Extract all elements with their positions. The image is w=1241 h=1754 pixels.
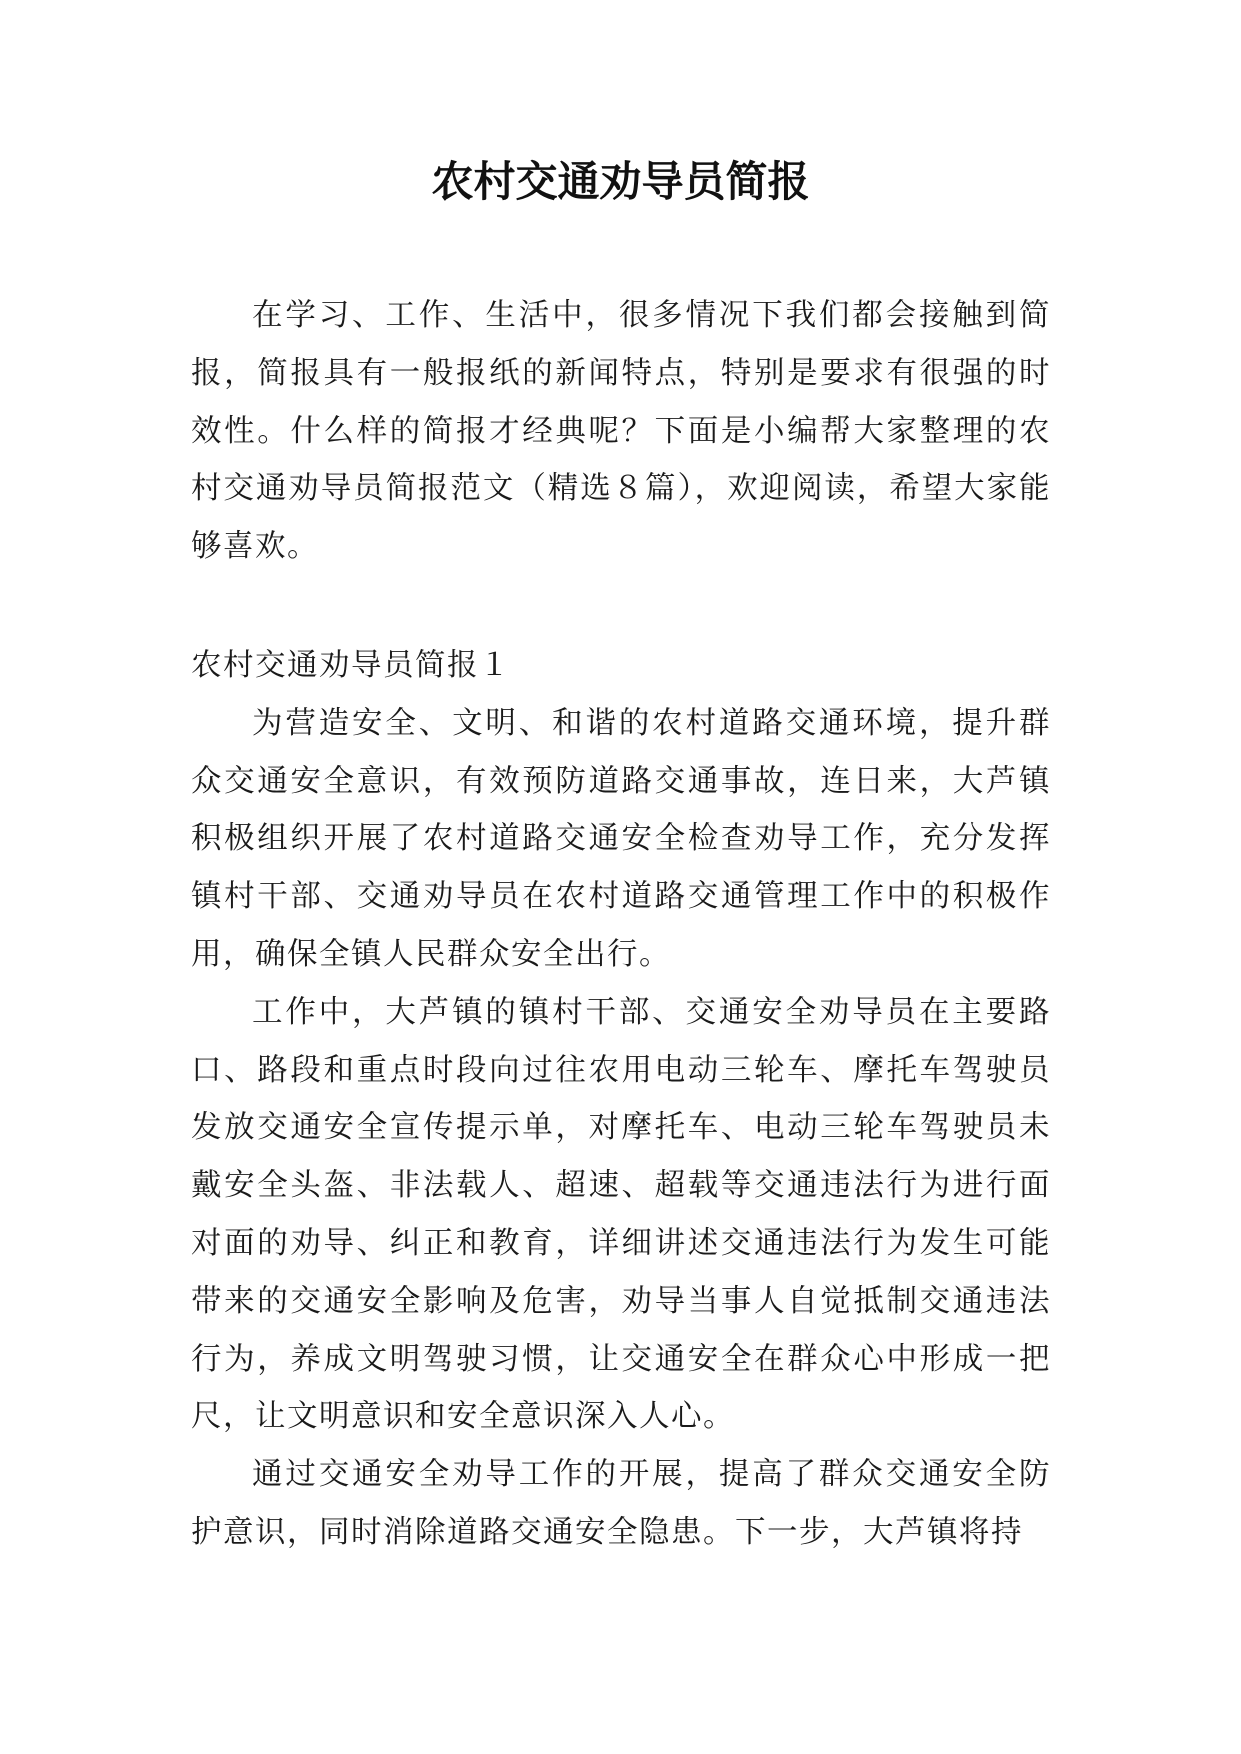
section-paragraph: 通过交通安全劝导工作的开展，提高了群众交通安全防护意识，同时消除道路交通安全隐患。下一步，大芦镇将持 xyxy=(191,1457,1051,1550)
section-1 xyxy=(191,637,1051,1562)
section-heading: 农村交通劝导员简报１ xyxy=(191,648,511,683)
intro-paragraph: 在学习、工作、生活中，很多情况下我们都会接触到简报，简报具有一般报纸的新闻特点，特别是要求有很强的时效性。什么样的简报才经典呢？下面是小编帮大家整理的农村交通劝导员简报范文（精选８篇），欢迎阅读，希望大家能够喜欢。 xyxy=(191,298,1051,565)
page-title: 农村交通劝导员简报 xyxy=(431,157,810,206)
section-paragraph: 工作中，大芦镇的镇村干部、交通安全劝导员在主要路口、路段和重点时段向过往农用电动三轮车、摩托车驾驶员发放交通安全宣传提示单，对摩托车、电动三轮车驾驶员未戴安全头盔、非法载人、超速、超载等交通违法行为进行面对面的劝导、纠正和教育，详细讲述交通违法行为发生可能带来的交通安全影响及危害，劝导当事人自觉抵制交通违法行为，养成文明驾驶习惯，让交通安全在群众心中形成一把尺，让文明意识和安全意识深入人心。 xyxy=(191,994,1051,1435)
section-paragraph: 为营造安全、文明、和谐的农村道路交通环境，提升群众交通安全意识，有效预防道路交通事故，连日来，大芦镇积极组织开展了农村道路交通安全检查劝导工作，充分发挥镇村干部、交通劝导员在农村道路交通管理工作中的积极作用，确保全镇人民群众安全出行。 xyxy=(191,705,1051,972)
intro-block xyxy=(191,287,1051,576)
